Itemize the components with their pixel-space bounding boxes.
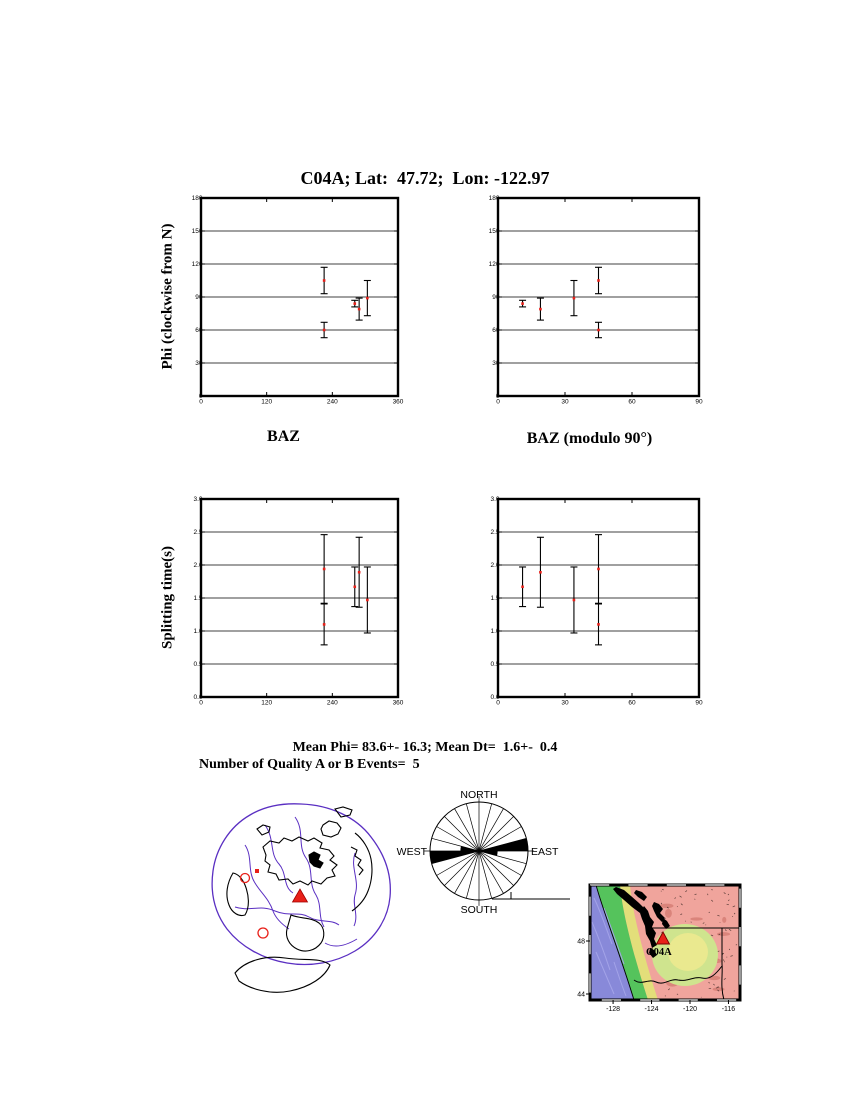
rose-spoke [479, 851, 526, 864]
y-tick-label: 1.0 [193, 628, 203, 636]
x-axis-label-baz: BAZ [267, 428, 300, 445]
projection-boundary [212, 804, 390, 965]
y-tick-label: 180 [488, 195, 500, 203]
y-tick-label: 2.0 [193, 562, 203, 570]
map-x-tick-label: -124 [644, 1006, 659, 1013]
y-tick-label: 150 [191, 228, 203, 236]
y-tick-label: 180 [191, 195, 203, 203]
y-tick-label: 150 [488, 228, 500, 236]
page-title: C04A; Lat: 47.72; Lon: -122.97 [300, 168, 550, 188]
data-point [358, 308, 361, 311]
event-count-text: Number of Quality A or B Events= 5 [199, 757, 420, 772]
terrain-red-patch [717, 932, 730, 936]
x-tick-label: 120 [261, 398, 273, 406]
x-tick-label: 30 [561, 699, 569, 707]
error-bar [570, 567, 577, 633]
map-y-tick-label: 44 [577, 991, 585, 999]
phi-vs-baz-plot [169, 190, 414, 418]
y-tick-label: 3.0 [490, 496, 500, 504]
data-point [323, 623, 326, 626]
globe-map [205, 795, 400, 1005]
y-tick-label: 3.0 [193, 496, 203, 504]
x-tick-label: 0 [199, 398, 203, 406]
error-bar [519, 567, 526, 607]
y-tick-label: 0.0 [490, 694, 500, 702]
map-station-label: C04A [646, 947, 672, 958]
x-tick-label: 90 [695, 699, 703, 707]
x-tick-label: 240 [326, 398, 338, 406]
x-tick-label: 90 [695, 398, 703, 406]
y-tick-label: 1.5 [490, 595, 500, 603]
y-tick-label: 0 [495, 393, 500, 401]
rose-label-south: SOUTH [460, 904, 498, 916]
data-point [597, 623, 600, 626]
x-tick-label: 120 [261, 699, 273, 707]
x-tick-label: 30 [561, 398, 569, 406]
data-point [323, 279, 326, 282]
error-bar [321, 604, 328, 645]
dt-vs-baz-plot [169, 491, 414, 719]
x-tick-label: 60 [628, 398, 636, 406]
dt-vs-baz-mod90-plot [466, 491, 715, 719]
y-tick-label: 30 [195, 360, 203, 368]
error-bar [351, 567, 358, 607]
y-axis-label-splitting-time: Splitting time(s) [159, 546, 176, 649]
x-tick-label: 0 [496, 398, 500, 406]
y-tick-label: 120 [488, 261, 500, 269]
y-tick-label: 90 [195, 294, 203, 302]
data-point [353, 585, 356, 588]
x-tick-label: 240 [326, 699, 338, 707]
error-bar [537, 298, 544, 320]
data-point [366, 599, 369, 602]
error-bar [595, 604, 602, 645]
rose-label-north: NORTH [460, 789, 498, 801]
y-tick-label: 0 [198, 393, 203, 401]
terrain-red-patch [722, 917, 726, 923]
map-x-tick-label: -116 [721, 1006, 736, 1013]
regional-topo-map [570, 878, 770, 1018]
data-point [353, 302, 356, 305]
data-point [323, 568, 326, 571]
error-bar [570, 281, 577, 316]
data-point [358, 571, 361, 574]
rose-label-west: WEST [396, 846, 427, 858]
terrain-red-patch [690, 917, 702, 920]
rose-spoke [479, 804, 492, 851]
x-tick-label: 0 [199, 699, 203, 707]
error-bar [595, 535, 602, 604]
x-tick-label: 0 [496, 699, 500, 707]
error-bar [364, 567, 371, 633]
data-point [539, 308, 542, 311]
y-tick-label: 1.0 [490, 628, 500, 636]
y-axis-label-phi: Phi (clockwise from N) [159, 223, 176, 370]
error-bar [519, 300, 526, 307]
x-tick-label: 360 [392, 699, 404, 707]
basin-patch-core [668, 933, 708, 971]
plate-boundaries [235, 817, 357, 946]
rose-spoke [466, 851, 479, 898]
error-bar [595, 267, 602, 293]
error-bar [351, 300, 358, 307]
error-bar [321, 267, 328, 293]
terrain-red-patch [665, 909, 672, 918]
data-point [323, 329, 326, 332]
y-tick-label: 30 [492, 360, 500, 368]
y-tick-label: 0.5 [193, 661, 203, 669]
terrain-red-patch [708, 976, 720, 980]
y-tick-label: 90 [492, 294, 500, 302]
y-tick-label: 0.5 [490, 661, 500, 669]
data-point [573, 297, 576, 300]
y-tick-label: 0.0 [193, 694, 203, 702]
data-point [521, 585, 524, 588]
terrain-hachure [691, 922, 692, 923]
x-tick-label: 360 [392, 398, 404, 406]
data-point [521, 302, 524, 305]
error-bar [321, 535, 328, 604]
rose-spoke [466, 804, 479, 851]
data-point [597, 279, 600, 282]
phi-vs-baz-mod90-plot [466, 190, 715, 418]
data-point [597, 329, 600, 332]
y-tick-label: 120 [191, 261, 203, 269]
y-tick-label: 1.5 [193, 595, 203, 603]
rose-geometry [424, 796, 534, 906]
x-axis-label-baz-mod90: BAZ (modulo 90°) [526, 430, 653, 447]
rose-diagram [395, 788, 580, 922]
data-point [597, 568, 600, 571]
y-tick-label: 2.5 [490, 529, 500, 537]
error-bar [356, 537, 363, 607]
map-y-tick-label: 48 [577, 938, 585, 946]
map-x-tick-label: -128 [606, 1006, 621, 1013]
rose-label-east: EAST [531, 846, 559, 858]
globe-event-markers [241, 869, 269, 938]
y-tick-label: 2.0 [490, 562, 500, 570]
mean-stats-text: Mean Phi= 83.6+- 16.3; Mean Dt= 1.6+- 0.4 [292, 740, 558, 755]
data-point [539, 571, 542, 574]
rose-spoke [479, 851, 492, 898]
map-x-tick-label: -120 [682, 1006, 698, 1013]
error-bar [356, 298, 363, 320]
data-point [573, 599, 576, 602]
x-tick-label: 60 [628, 699, 636, 707]
error-bar [364, 281, 371, 316]
rose-spoke [432, 838, 479, 851]
globe-station-triangle [293, 889, 308, 902]
data-point [366, 297, 369, 300]
terrain-red-patch [660, 904, 673, 908]
y-tick-label: 2.5 [193, 529, 203, 537]
error-bar [537, 537, 544, 607]
y-tick-label: 60 [492, 327, 500, 335]
y-tick-label: 60 [195, 327, 203, 335]
